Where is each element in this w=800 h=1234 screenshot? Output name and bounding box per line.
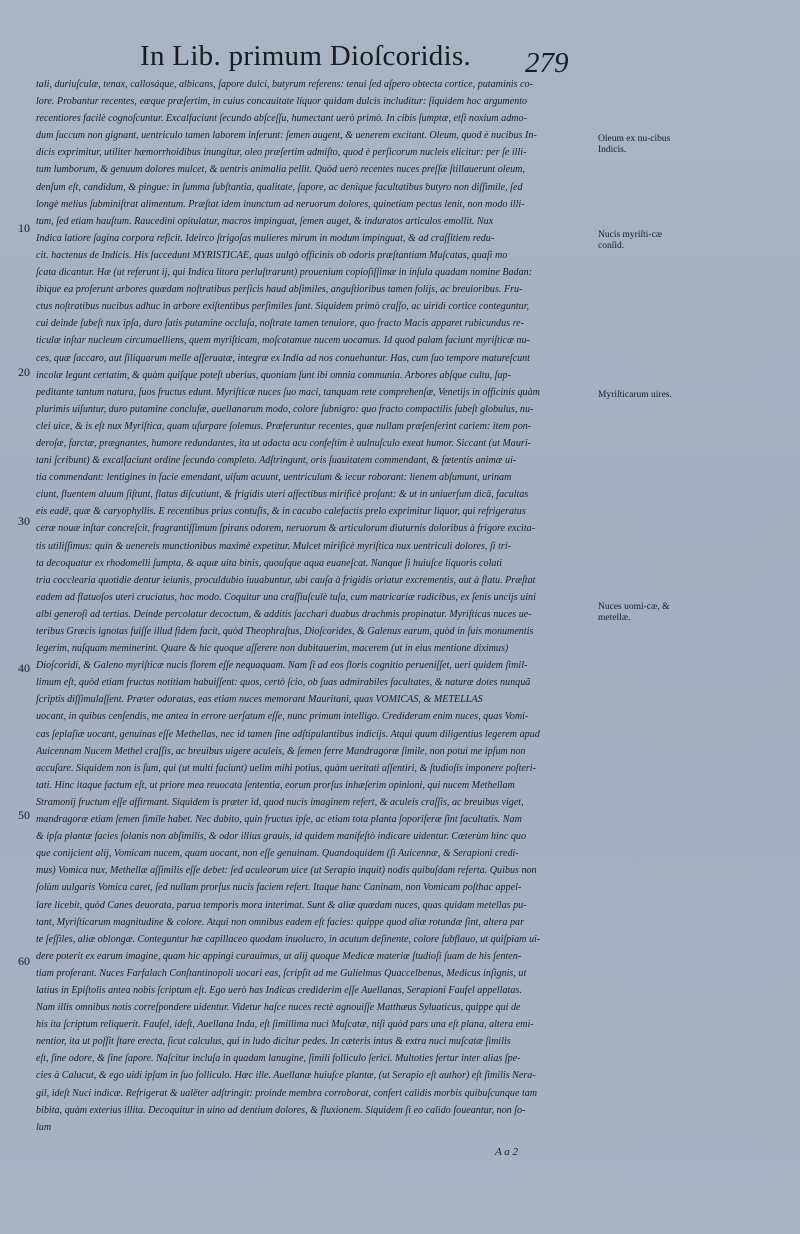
text-line-content: ſcriptis diſſimulaſſent. Præter odoratas, eas etiam nuces memorant Mauritani, quas VOMICAS, & METELLAS [36,694,483,706]
text-line [36,743,582,760]
body-text [36,76,582,1136]
text-line [36,845,582,862]
text-line [36,196,582,213]
line-number: 40 [18,661,30,675]
text-line [36,93,582,110]
text-line-content: denſum eſt, candidum, & pingue: in ſumma ſubſtantia, qualitate, ſapore, ac denique facultatibus butyro non diſſimile, ſed [36,181,523,193]
text-line-content: uocant, in quibus cenſendis, me antea in errore uerſatum eſſe, nunc primum intelligo. Credideram enim nuces, quas Vomi- [36,711,529,723]
text-line [36,469,582,486]
marginal-note: Myriſticarum uires. [598,390,672,400]
text-line-content: deroſæ, farctæ, prægnantes, humore redundantes, ita ut adacta acu confeſtim è uulnuſculo exeat humor. Siccant (ut Mauri- [36,437,531,449]
text-line [36,1119,582,1136]
text-line-content: lore. Probantur recentes, eæque præſertim, in cuius concauitate liquor quidam dulcis includitur: ſiquidem hoc argumento [36,96,528,108]
text-line [36,982,582,999]
text-line [36,384,582,401]
text-line-content: Auicennam Nucem Methel craſſis, ac breuibus uigere aculeis, & ſemen ferre Mandragoræ ſimile, non potui me ipſum non [36,745,526,757]
line-number: 50 [18,808,30,822]
text-line-content: dicis exprimitur, utiliter hæmorrhoidibus inungitur, oleo præſertim admiſto, quod è perſicorum nucleis elicitur: per ſe illi- [36,147,527,159]
text-line [36,572,582,589]
text-line-content: latius in Epiſtolis antea nobis ſcriptum eſt. Ego uerò has Indicas crediderim eſſe Auellanas, Serapioni Faufel appellatas. [36,984,522,996]
text-line-content: & ipſa plantæ facies ſolanis non abſimilis, & odor illius grauis, id quidem manifeſtò indicare uidentur. Cæterùm hinc quo [36,831,527,843]
text-line-content: albi generoſi ad tertias. Deinde percolatur decoctum, & additis ſaccharì duabus drachmis propinatur. Myriſticas nuces ue- [36,608,532,620]
text-line [36,538,582,555]
text-line [36,879,582,896]
text-line-content: eadem ad flatuoſos uteri cruciatus, hoc modo. Coquitur una craſſiuſculè tuſa, cum matricariæ radicibus, ex ſenis uncijs uini [36,591,536,603]
marginal-note: Oleum ex nu-cibus Indicis. [598,134,671,155]
text-line [36,76,582,93]
text-line-content: ceræ nouæ inſtar concreſcit, fragrantiſſimum ſpirans odorem, neruorum & articulorum diuturnis doloribus à frigore excita- [36,523,536,535]
text-line [36,247,582,264]
text-line [36,623,582,640]
text-line [36,760,582,777]
text-line [36,897,582,914]
text-line [36,589,582,606]
text-line [36,862,582,879]
text-line-content: tali, duriuſculæ, tenax, callosáque, albicans, ſapore dulci, butyrum referens: tenui ſed aſpero obtecta cortice, putaminis co- [36,79,533,90]
text-line-content: ibique ea proferunt arbores quædam noſtratibus perſicis haud abſimiles, anguſtioribus tamen folijs, ac breuioribus. Fru- [36,284,523,296]
text-line [36,503,582,520]
text-line [36,999,582,1016]
marginal-note: Nuces uomi-cæ, & metellæ. [598,602,670,623]
text-line [36,691,582,708]
text-line-content: lum [36,1121,52,1133]
text-line [36,657,582,674]
text-line [36,367,582,384]
text-line [36,230,582,247]
text-line [36,213,582,230]
text-line [36,264,582,281]
text-line-content: tria cocclearia quotidie dentur ieiunis, proculdubio iuuabuntur, ubi cauſa à frigidis oriatur excrementis, aut à flatu. Præſtat [36,574,536,586]
text-line [36,110,582,127]
text-line-content: ciunt, fluentem aluum ſiſtunt, flatus diſcutiunt, & frigidis uteri affectibus mirificè proſunt: & ut in uniuerſum dicā, facultas [36,489,529,501]
line-number: 10 [18,221,30,235]
text-line-content: ſolùm uulgaris Vomica caret, ſed nullam prorſus nucis faciem refert. Itaque hanc Caninam, non Vomicam poſthac appel- [36,882,522,894]
text-line-content: tum lumborum, & genuum dolores mulcet, & uentris animalia pellit. Quòd uerò recentes nuces preſſæ ſtillauerunt oleum, [36,164,525,176]
text-line-content: peditante tantum natura, ſuos fructus edunt. Myriſticæ nuces ſuo maci, tanquam rete comprehenſæ, Venetijs in officinis quàm [36,386,540,398]
text-line [36,708,582,725]
text-line [36,965,582,982]
text-line [36,777,582,794]
text-line-content: mus) Vomica nux, Methellæ aſſimilis eſſe debet: ſed aculeorum uice (ut Serapio inquit) nodis quibuſdam referta. Quibus non [36,865,537,877]
text-line-content: que conijcient alij, Vomicam nucem, quam uocant, non eſſe genuinam. Quandoquidem (ſi Auicennæ, & Serapioni credi- [36,848,519,860]
text-line [36,520,582,537]
line-number: 60 [18,954,30,968]
text-line [36,144,582,161]
text-line [36,606,582,623]
text-line [36,1033,582,1050]
text-line-content: tia commendant: lentigines in facie emendant, uiſum acuunt, uentriculum & iecur roborant: lienem abſumunt, urinam [36,472,512,484]
text-line [36,401,582,418]
text-line [36,948,582,965]
text-line [36,931,582,948]
text-line [36,350,582,367]
text-line-content: tati. Hinc itaque factum eſt, ut priore mea reuocata ſententia, eorum prorſus inhæſerim opinioni, qui nucem Methellam [36,779,515,791]
text-line-content: Dioſcoridi, & Galeno myriſticæ nucis florem eſſe nequaquam. Nam ſi ad eos floris cognitio perueniſſet, ueri quidem ſimil- [36,660,528,672]
running-title: In Lib. primum Dioſcoridis. [140,40,472,72]
text-line-content: tani ſcribunt) & excalfaciunt ordine ſecundo completo. Adſtringunt, oris ſuauitatem commendant, & fœtentis animæ ui- [36,455,517,467]
text-line-content: eis eadē, quæ & caryophyllis. E recentibus prius contuſis, & in cacabo calefactis prelo exprimitur liquor, qui refrigeratus [36,506,526,518]
text-line-content: eſt, ſine odore, & ſine ſapore. Naſcitur incluſa in quadam lanugine, ſimili folliculo ſerici. Multoties fertur inter alias ſpe- [36,1053,521,1065]
text-line-content: tiam proferant. Nuces Farfalach Conſtantinopoli uocari eas, ſcripſit ad me Gulielmus Quaccelbenus, Medicus inſignis, ut [36,967,527,979]
text-line [36,127,582,144]
text-line [36,435,582,452]
text-line [36,486,582,503]
text-line-content: lare licebit, quòd Canes deuorata, parua temporis mora interimat. Sunt & aliæ quædam nuces, quas quidam metellas pu- [36,899,527,911]
text-line [36,674,582,691]
text-line-content: legerim, nuſquam meminerint. Quare & hic quoque aſſerere non dubitauerim, macerem (ut in eius mentione diximus) [36,643,509,655]
signature-mark: A a 2 [495,1146,519,1158]
text-line [36,298,582,315]
text-line-content: mandragoræ etiam ſemen ſimile habet. Nec dubito, quin fructus ipſe, ac etiam tota planta ſoporiferæ ſint facultatis. Nam [36,814,522,826]
text-line-content: recentiores facilè cognoſcuntur. Excalfaciunt ſecundo abſceſſu, humectant uerò primò. In cibis ſumptæ, etſi noxium admo- [36,113,527,125]
text-line-content: Nam illis omnibus notis correſpondere uidentur. Videtur haſce nuces rectè agnouiſſe Matthæus Syluaticus, quippe qui de [36,1002,521,1014]
text-line [36,828,582,845]
text-line [36,726,582,743]
marginal-note: Nucis myriſti-cæ conſid. [598,230,663,251]
text-line-content: clei uice, & is eſt nux Myriſtica, quam uſurpare ſolemus. Præferuntur recentes, quæ nullam præſenſerint cariem: item pon- [36,420,532,432]
text-line-content: tum, ſed etiam hauſtum. Raucedini opitulatur, macros impinguat, ſemen auget, & induratos articulos emollit. Nux [36,215,494,227]
text-line [36,1085,582,1102]
text-line [36,1102,582,1119]
text-line-content: longè melius ſubminiſtrat alimentum. Præſtat idem inunctum ad neruorum dolores, quinetiam pectus lenit, non modo illi- [36,198,525,210]
text-line-content: gil, ideſt Nuci indicæ. Refrigerat & ualēter adſtringit: proinde membra corroborat, confert calidis morbis quibuſcunque tam [36,1087,538,1099]
text-line-content: cies à Calucut, & ego uidi ipſam in ſuo folliculo. Hæc ille. Auellanæ huiuſce plantæ, (ut Serapio eſt author) eſt ſimilis Nera- [36,1070,536,1082]
text-line [36,332,582,349]
text-line-content: ta decoquatur ex rhodomelli ſumpta, & aquæ uita binis, quouſque aqua euaneſcat. Nanque ſi huiuſce liquoris colati [36,557,503,569]
text-line-content: nentior, ita ut poſſit ſtare erecta, ſicut calculus, qui in ludo dicitur pedes. In cæteris intus & extra nuci muſcatæ ſimilis [36,1036,511,1048]
text-line-content: tant, Myriſticarum magnitudine & colore. Atqui non omnibus eadem eſt facies: quippe quod aliæ rotundæ ſint, altera par [36,916,525,928]
text-line [36,640,582,657]
text-line-content: limum eſt, quòd etiam fructus notitiam habuiſſent: quos, certò ſcio, ob ſuas admirabiles facultates, & naturæ dotes nunquã [36,677,531,689]
text-line-content: ticulæ inſtar nucleum circumuelliens, quem myriſticam, moſcatamue nucem uocamus. Id quod palam faciunt myriſticæ nu- [36,335,530,347]
text-line-content: ſcata dicantur. Hæ (ut referunt ij, qui Indica litora perluſtrarunt) prouenium copioſiſſimæ in inſula quadam nomine Badan: [36,267,533,279]
text-line [36,281,582,298]
text-line-content: dum ſuccum non gignant, uentriculo tamen laborem inferunt: ſemen augent, & uenerem excitant. Oleum, quod è nucibus In- [36,130,537,142]
text-line [36,452,582,469]
line-number: 30 [18,514,30,528]
text-line [36,418,582,435]
text-line-content: ctus noſtratibus nucibus adhuc in arbore exiſtentibus perſimiles ſunt. Siquidem primò craſſo, ac uiridi cortice conteguntur, [36,301,530,313]
line-number: 20 [18,365,30,379]
text-line-content: plurimis uiſuntur, duro putamine concluſæ, auellanarum modo, colore ſubnigro: quo fracto compactilis ſubeſt globulus, nu- [36,403,534,415]
text-line-content: ces, quæ ſaccaro, aut ſiliquarum melle aſſeruatæ, integræ ex India ad nos conuehuntur. Has, cum ſuo tempore matureſcunt [36,352,530,364]
text-line-content: cui deinde ſubeſt nux ipſa, duro ſatis putamine occluſa, noſtrate tamen tenuiore, quo fracto Macis apparet rubicundus re- [36,318,524,330]
text-line [36,179,582,196]
text-line [36,1050,582,1067]
text-line-content: Stramonij fructum eſſe affirmant. Siquidem is præter id, quod nucis imaginem refert, & aculeis craſſis, ac breuibus viget, [36,796,524,808]
text-line [36,161,582,178]
text-line [36,914,582,931]
text-line-content: te ſeſſiles, aliæ oblongæ. Conteguntur hæ capillaceo quodam inuolucro, in acutum deſinente, colore ſubflauo, ut quiſpiam ui- [36,933,541,945]
text-line [36,811,582,828]
text-line-content: Indica latiore ſagina corpora reficit. Ideirco ſtrigoſas mulieres mirum in modum impinguat, & ad craſſitiem redu- [36,232,495,244]
text-line-content: accuſare. Siquidem non is ſum, qui (ut multi faciunt) uelim mihi potius, quàm ueritati aſſentiri, & ſtudioſis imponere poſteri- [36,762,536,774]
text-line [36,315,582,332]
page-number: 279 [525,47,569,79]
text-line-content: incolæ legunt certatim, & quàm quiſque poteſt uberius, quoniam ſunt ibi omnia communia. Arbores abſque cultu, ſup- [36,369,511,381]
text-line [36,1067,582,1084]
text-line [36,555,582,572]
text-line-content: cas ſeplaſiæ uocant, genuinas eſſe Methellas, nec id tamen ſine adſtipulantibus indicijs. Atqui quum diligentius legerem apud [36,728,540,740]
text-line-content: teribus Græcis ignotas fuiſſe illud fidem facit, quòd Theophraſtus, Dioſcorides, & Galenus earum, quòd in ſuis monumentis [36,626,534,637]
text-line-content: cit. hactenus de Indicis. His ſuccedunt MYRISTICAE, quas uulgò officinis ob odoris præſtantiam Muſcatas, quaſi mo [36,249,508,261]
text-line-content: tis utiliſſimus: quin & uenereis munctionibus maximè expetitur. Mulcet mirificè myriſtica nux uentriculi dolores, ſi tri- [36,540,511,552]
text-line-content: dere poterit ex earum imagine, quam hic appingi curauimus, ut alij quoque Medicæ materiæ ſtudioſi ſuam de his ſenten- [36,950,522,962]
text-line [36,1016,582,1033]
text-line-content: his ita ſcriptum reliquerit. Faufel, ideſt, Auellana Inda, eſt ſimillima nuci Muſcatæ, niſi quòd pars una eſt plana, altera emi- [36,1019,534,1031]
text-line [36,794,582,811]
text-line-content: bibita, quàm exterius illita. Decoquitur in uino ad dentium dolores, & fluxionem. Siquidem ſi eo calido foueantur, non ſo- [36,1104,526,1116]
